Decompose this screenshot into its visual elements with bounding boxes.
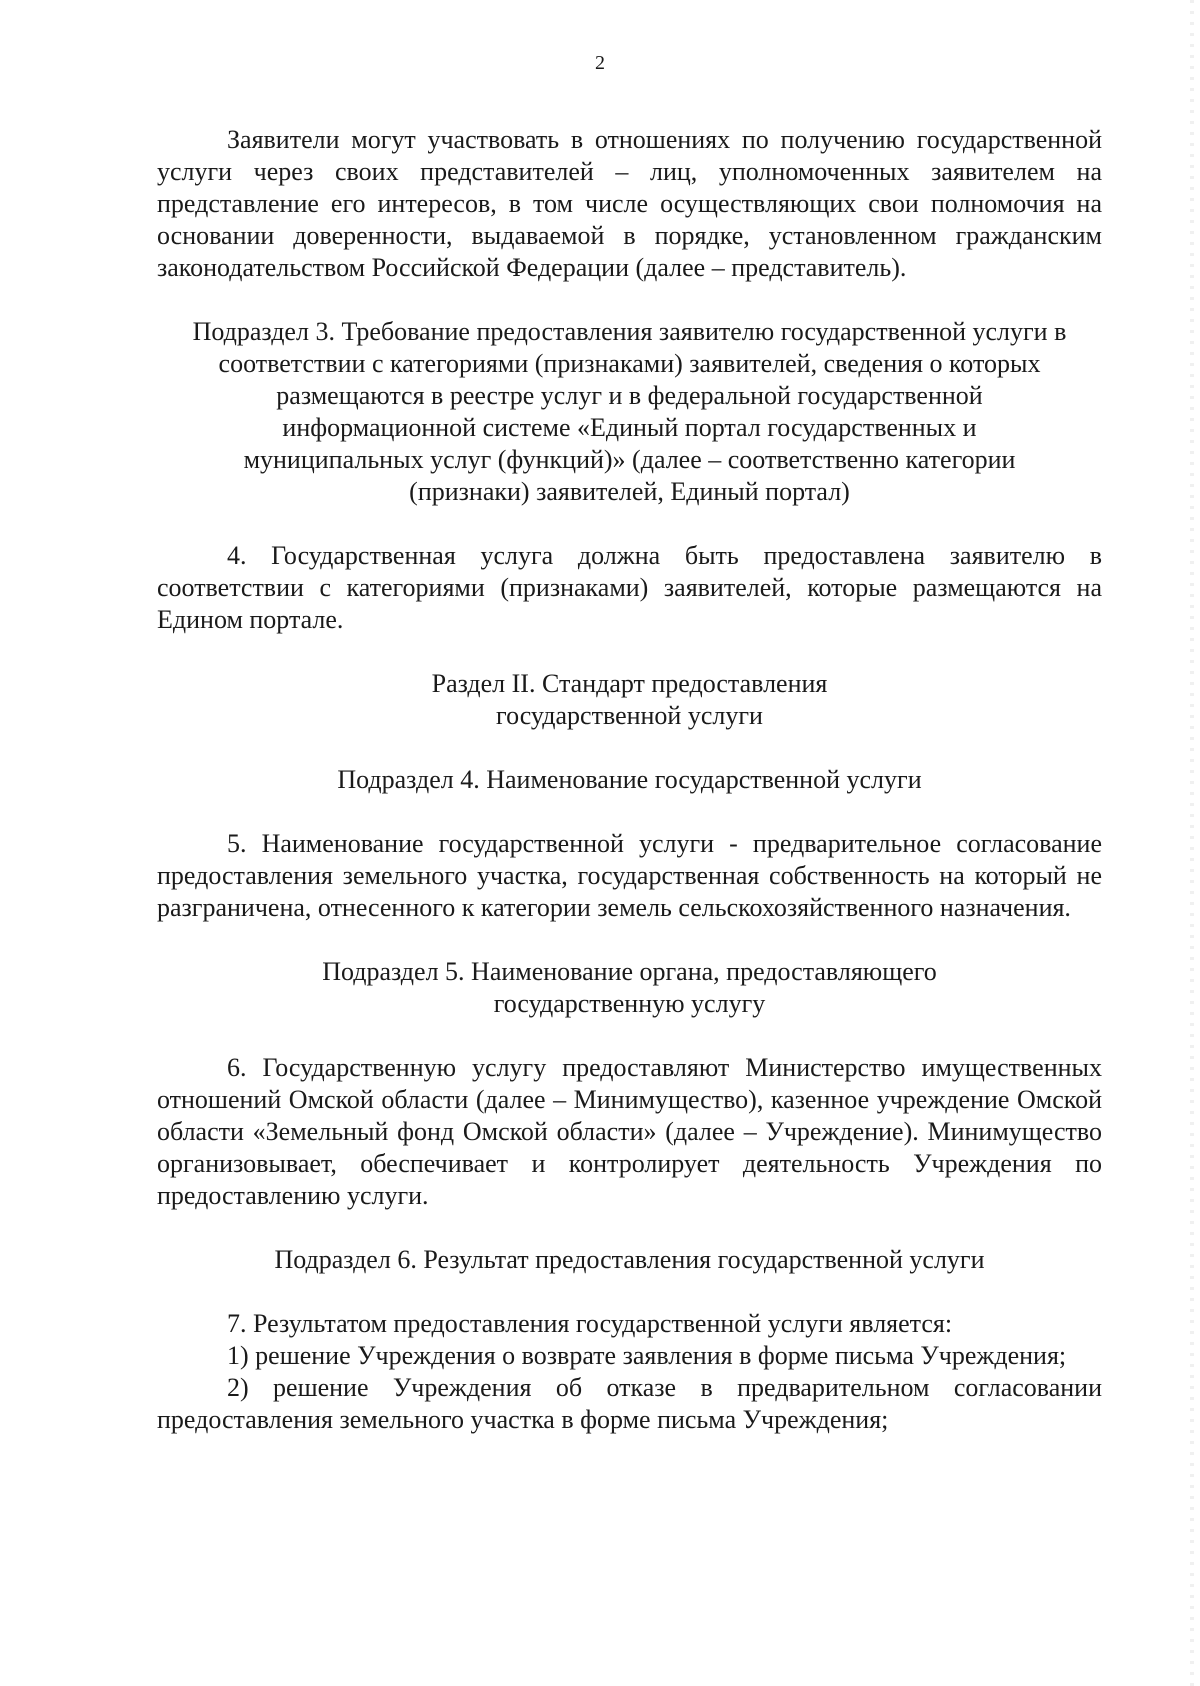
paragraph-representatives: Заявители могут участвовать в отношениях по получению государственной услуги через своих представителей – лиц, уполномоченных заявителем на представление его интересов, в том числе осуществляющих свои полномочия на основании доверенности, выдаваемой в порядке, установленном гражданским законодательством Российской Федерации (далее – представитель). bbox=[157, 125, 1102, 282]
heading-line: государственной услуги bbox=[496, 701, 763, 730]
paragraph-item-7: 7. Результатом предоставления государственной услуги является: bbox=[227, 1309, 953, 1338]
heading-line: (признаки) заявителей, Единый портал) bbox=[409, 477, 850, 506]
heading-line: Подраздел 6. Результат предоставления государственной услуги bbox=[274, 1245, 985, 1274]
heading-line: информационной системе «Единый портал государственных и bbox=[282, 413, 977, 442]
paragraph-item-6: 6. Государственную услугу предоставляют Министерство имущественных отношений Омской области (далее – Минимущество), казенное учреждение Омской области «Земельный фонд Омской области» (далее – Учреждение). Минимущество организовывает, обеспечивает и контролирует деятельность Учреждения по предоставлению услуги. bbox=[157, 1053, 1102, 1210]
heading-section-2 bbox=[157, 668, 1102, 732]
page-number: 2 bbox=[595, 52, 605, 74]
heading-subsection-5 bbox=[157, 956, 1102, 1020]
paragraph-item-5: 5. Наименование государственной услуги - предварительное согласование предоставления земельного участка, государственная собственность на который не разграничена, отнесенного к категории земель сельскохозяйственного назначения. bbox=[157, 829, 1102, 922]
heading-line: Подраздел 5. Наименование органа, предоставляющего bbox=[322, 957, 937, 986]
heading-subsection-6 bbox=[157, 1244, 1102, 1276]
document-body bbox=[157, 124, 1102, 1436]
heading-line: муниципальных услуг (функций)» (далее – соответственно категории bbox=[243, 445, 1016, 474]
heading-line: размещаются в реестре услуг и в федеральной государственной bbox=[276, 381, 983, 410]
scan-edge-artifact bbox=[1190, 0, 1194, 1686]
heading-line: Подраздел 3. Требование предоставления заявителю государственной услуги в bbox=[192, 317, 1067, 346]
paragraph-item-7-2: 2) решение Учреждения об отказе в предварительном согласовании предоставления земельного участка в форме письма Учреждения; bbox=[157, 1373, 1102, 1434]
paragraph-item-7-1: 1) решение Учреждения о возврате заявления в форме письма Учреждения; bbox=[227, 1341, 1067, 1370]
heading-line: Подраздел 4. Наименование государственной услуги bbox=[337, 765, 922, 794]
heading-subsection-4 bbox=[157, 764, 1102, 796]
heading-line: Раздел II. Стандарт предоставления bbox=[431, 669, 828, 698]
heading-subsection-3 bbox=[157, 316, 1102, 508]
heading-line: государственную услугу bbox=[493, 989, 766, 1018]
paragraph-item-4: 4. Государственная услуга должна быть предоставлена заявителю в соответствии с категориями (признаками) заявителей, которые размещаются на Едином портале. bbox=[157, 541, 1102, 634]
heading-line: соответствии с категориями (признаками) заявителей, сведения о которых bbox=[218, 349, 1041, 378]
